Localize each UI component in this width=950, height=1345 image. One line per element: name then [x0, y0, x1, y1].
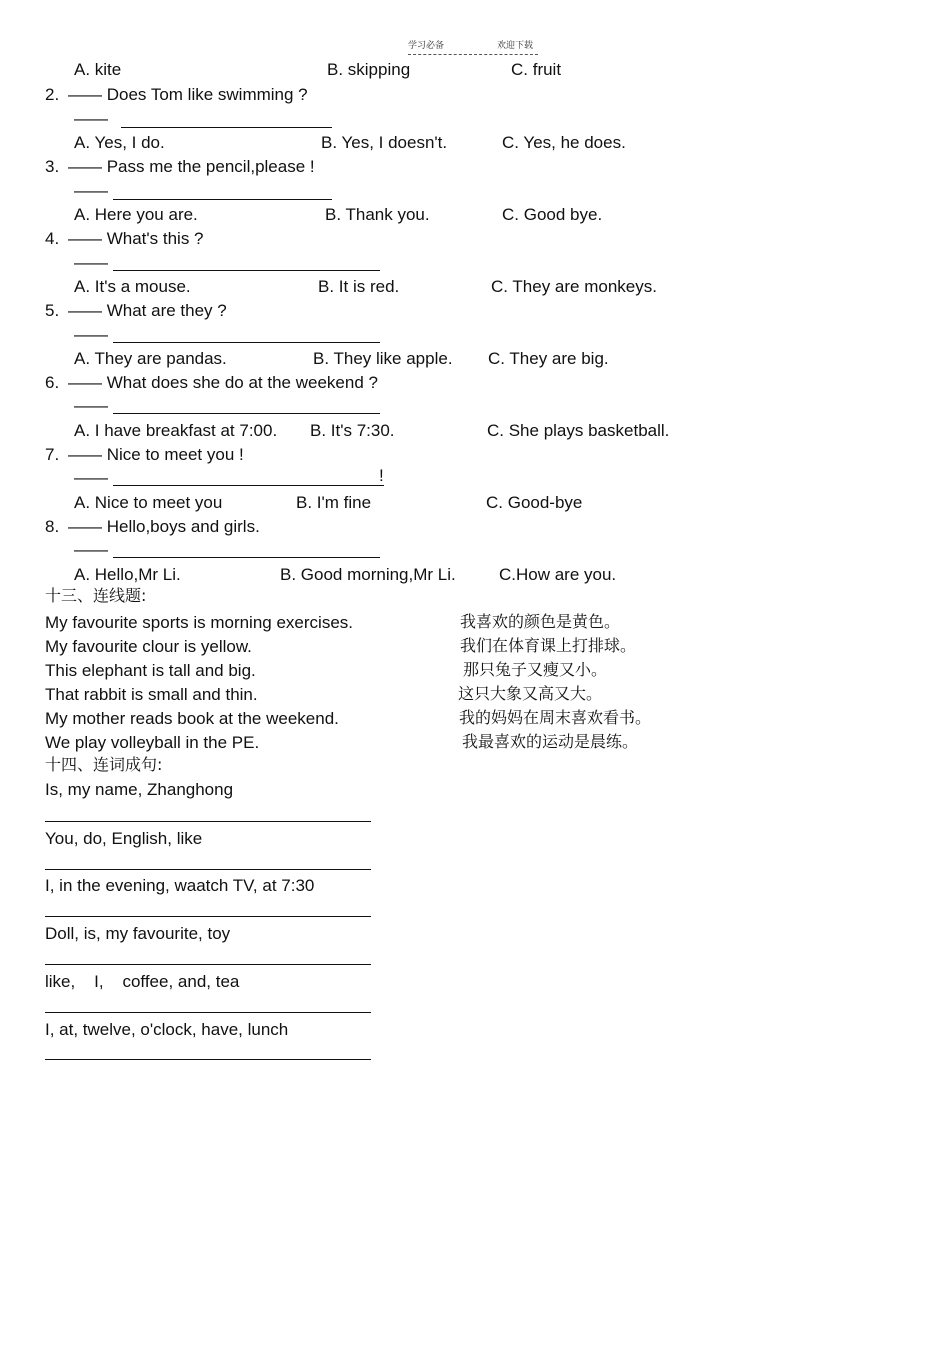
- q2-option-b: B. Yes, I doesn't.: [321, 133, 448, 152]
- q8-answer-blank: [113, 557, 380, 558]
- q5-response-dash: ——: [74, 325, 108, 344]
- match-chinese-4: 这只大象又高又大。: [458, 684, 603, 703]
- q5-option-c: C. They are big.: [488, 349, 609, 368]
- q2-option-c: C. Yes, he does.: [502, 133, 626, 152]
- q6-option-c: C. She plays basketball.: [487, 421, 670, 440]
- q8-option-b: B. Good morning,Mr Li.: [280, 565, 456, 584]
- q7-number: 7.: [45, 445, 60, 464]
- q6-option-b: B. It's 7:30.: [310, 421, 395, 440]
- q3-option-c: C. Good bye.: [502, 205, 603, 224]
- match-english-3: This elephant is tall and big.: [45, 661, 256, 680]
- q7-response-dash: ——: [74, 468, 108, 487]
- section13-title: 十三、连线题:: [45, 586, 147, 605]
- sentence-words-6: I, at, twelve, o'clock, have, lunch: [45, 1020, 289, 1039]
- q1-option-b: B. skipping: [327, 60, 411, 79]
- header-left-text: 学习必备: [408, 41, 445, 51]
- q7-option-c: C. Good-bye: [486, 493, 583, 512]
- q4-answer-blank: [113, 270, 380, 271]
- q6-response-dash: ——: [74, 396, 108, 415]
- q3-response-dash: ——: [74, 181, 108, 200]
- sentence-answer-line-4: [45, 964, 371, 965]
- q4-option-a: A. It's a mouse.: [74, 277, 191, 296]
- sentence-answer-line-6: [45, 1059, 371, 1060]
- q1-option-c: C. fruit: [511, 60, 562, 79]
- q2-number: 2.: [45, 85, 60, 104]
- q7-prompt: —— Nice to meet you !: [68, 445, 244, 464]
- match-chinese-1: 我喜欢的颜色是黄色。: [460, 612, 621, 631]
- q3-prompt: —— Pass me the pencil,please !: [68, 157, 315, 176]
- q5-option-a: A. They are pandas.: [74, 349, 227, 368]
- match-chinese-3: 那只兔子又瘦又小。: [463, 660, 608, 679]
- q6-number: 6.: [45, 373, 60, 392]
- sentence-answer-line-1: [45, 821, 371, 822]
- q2-answer-blank: [121, 127, 332, 128]
- q3-number: 3.: [45, 157, 60, 176]
- section14-title: 十四、连词成句:: [45, 755, 163, 774]
- q8-response-dash: ——: [74, 540, 108, 559]
- q4-prompt: —— What's this ?: [68, 229, 204, 248]
- match-english-5: My mother reads book at the weekend.: [45, 709, 339, 728]
- sentence-answer-line-2: [45, 869, 371, 870]
- match-english-2: My favourite clour is yellow.: [45, 637, 252, 656]
- q5-prompt: —— What are they ?: [68, 301, 227, 320]
- q4-option-b: B. It is red.: [318, 277, 400, 296]
- q4-response-dash: ——: [74, 253, 108, 272]
- q3-option-b: B. Thank you.: [325, 205, 430, 224]
- sentence-words-1: Is, my name, Zhanghong: [45, 780, 234, 799]
- q5-option-b: B. They like apple.: [313, 349, 453, 368]
- q4-number: 4.: [45, 229, 60, 248]
- q8-option-c: C.How are you.: [499, 565, 617, 584]
- q5-answer-blank: [113, 342, 380, 343]
- q1-option-a: A. kite: [74, 60, 122, 79]
- sentence-words-4: Doll, is, my favourite, toy: [45, 924, 231, 943]
- q7-exclamation: !: [379, 466, 384, 485]
- sentence-words-3: I, in the evening, waatch TV, at 7:30: [45, 876, 315, 895]
- q2-prompt: —— Does Tom like swimming ?: [68, 85, 308, 104]
- q6-prompt: —— What does she do at the weekend ?: [68, 373, 378, 392]
- q2-option-a: A. Yes, I do.: [74, 133, 165, 152]
- q8-number: 8.: [45, 517, 60, 536]
- q2-response-dash: ——: [74, 109, 108, 128]
- q3-answer-blank: [113, 199, 332, 200]
- sentence-answer-line-3: [45, 916, 371, 917]
- q6-option-a: A. I have breakfast at 7:00.: [74, 421, 278, 440]
- q5-number: 5.: [45, 301, 60, 320]
- sentence-words-2: You, do, English, like: [45, 829, 203, 848]
- q6-answer-blank: [113, 413, 380, 414]
- match-english-4: That rabbit is small and thin.: [45, 685, 258, 704]
- sentence-words-5: like, I, coffee, and, tea: [45, 972, 240, 991]
- match-english-6: We play volleyball in the PE.: [45, 733, 260, 752]
- q7-option-b: B. I'm fine: [296, 493, 372, 512]
- q3-option-a: A. Here you are.: [74, 205, 198, 224]
- header-right-text: 欢迎下载: [497, 41, 534, 51]
- header-divider: [408, 54, 538, 55]
- q4-option-c: C. They are monkeys.: [491, 277, 657, 296]
- match-chinese-6: 我最喜欢的运动是晨练。: [462, 732, 639, 751]
- q7-answer-blank: [113, 485, 384, 486]
- q8-option-a: A. Hello,Mr Li.: [74, 565, 181, 584]
- match-english-1: My favourite sports is morning exercises.: [45, 613, 353, 632]
- q8-prompt: —— Hello,boys and girls.: [68, 517, 260, 536]
- sentence-answer-line-5: [45, 1012, 371, 1013]
- match-chinese-5: 我的妈妈在周末喜欢看书。: [459, 708, 652, 727]
- match-chinese-2: 我们在体育课上打排球。: [460, 636, 637, 655]
- q7-option-a: A. Nice to meet you: [74, 493, 223, 512]
